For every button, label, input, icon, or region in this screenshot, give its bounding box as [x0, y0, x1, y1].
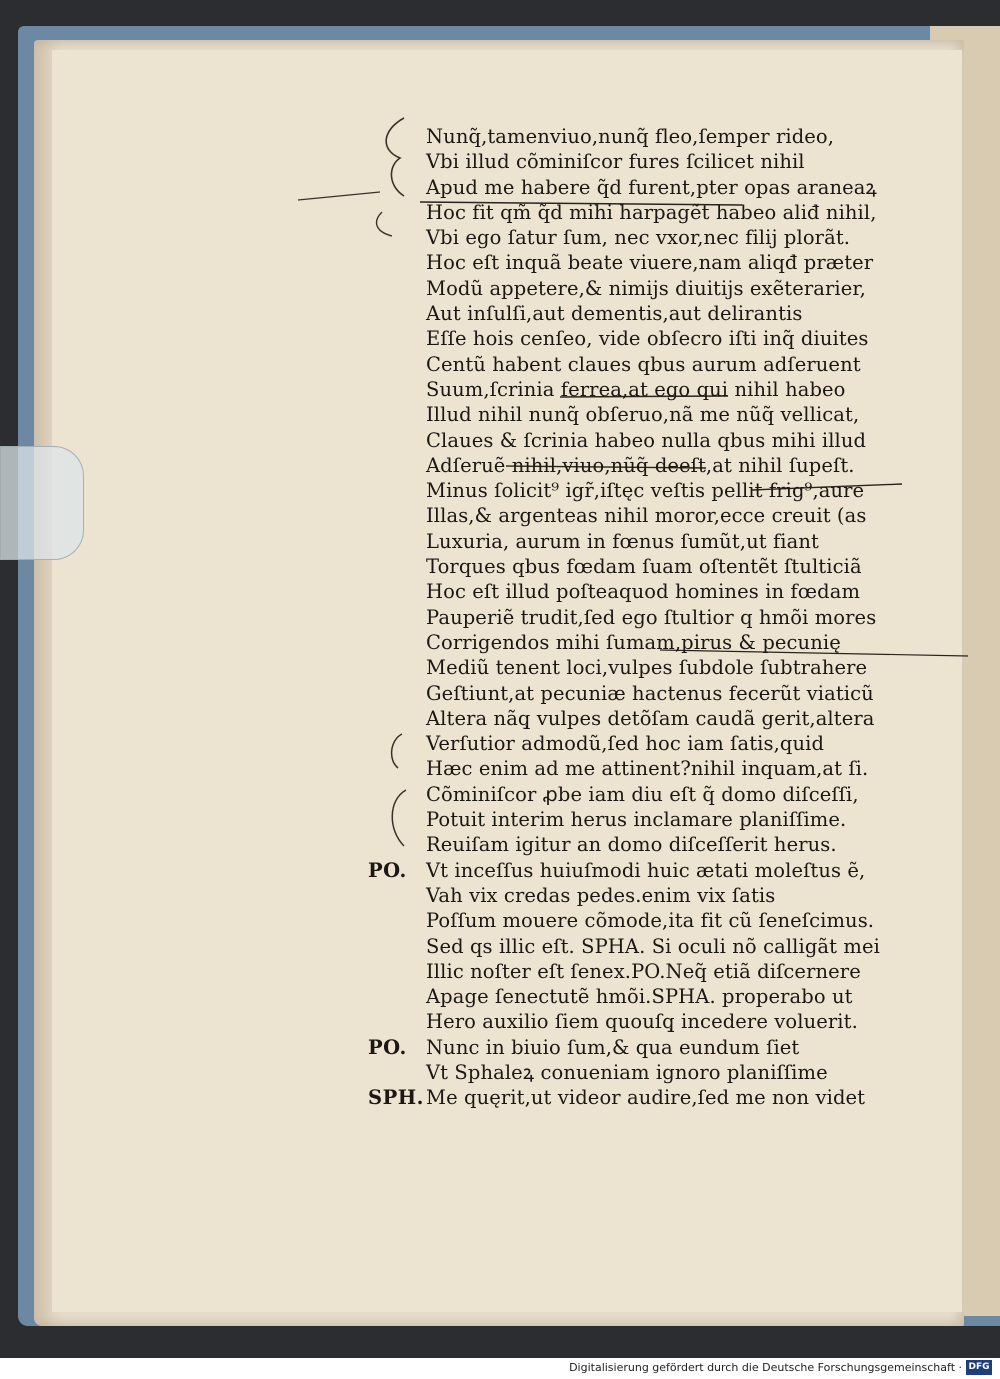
verse-line: Mediũ tenent loci,vulpes ſubdole ſubtrahere: [426, 656, 868, 680]
text-line: [368, 200, 928, 225]
speaker-label: PO.: [368, 858, 407, 882]
text-line: [368, 175, 928, 200]
text-line: [368, 428, 928, 453]
text-line: [368, 959, 928, 984]
text-line: [368, 301, 928, 326]
verse-line: Illud nihil nunq̃ obſeruo,nã me nũq̃ vellicat,: [426, 403, 860, 427]
verse-line: Me quęrit,ut videor audire,ſed me non videt: [426, 1086, 866, 1110]
verse-line: Adſeruẽ nihil,viuo,nũq̃ deeſt,at nihil ſupeſt.: [426, 453, 855, 477]
text-line: [368, 706, 928, 731]
text-line: [368, 605, 928, 630]
footer-credit: Digitalisierung gefördert durch die Deutsche Forschungsgemeinschaft ·: [569, 1361, 962, 1374]
text-line: [368, 402, 928, 427]
verse-line: Apage ſenectutẽ hmõi.SPHA. properabo ut: [426, 985, 853, 1009]
verse-line: Vt Sphaleꝝ conueniam ignoro planiſſime: [426, 1060, 828, 1084]
text-line: [368, 984, 928, 1009]
dfg-logo: DFG: [966, 1360, 992, 1375]
text-line: [368, 326, 928, 351]
verse-line: Suum,ſcrinia ferrea,at ego qui nihil habeo: [426, 377, 846, 401]
text-line: [368, 377, 928, 402]
verse-line: Vbi ego ſatur ſum, nec vxor,nec filij plorãt.: [426, 226, 851, 250]
verse-line: Claues & ſcrinia habeo nulla qbus mihi illud: [426, 428, 867, 452]
text-line: [368, 1009, 928, 1034]
verse-line: Nunq̃,tamenviuo,nunq̃ fleo,ſemper rideo,: [426, 125, 835, 148]
verse-line: Apud me habere q̃d furent,pter opas araneaꝝ: [426, 175, 877, 199]
verse-line: Cõminiſcor ꝓbe iam diu eſt q̃ domo diſceſſi,: [426, 782, 859, 806]
verse-line: Hero auxilio ſiem quouſq̧ incedere voluerit.: [426, 1010, 858, 1034]
text-line: [368, 731, 928, 756]
verse-line: Hæc enim ad me attinent?nihil inquam,at ſi.: [426, 757, 869, 781]
verse-line: Reuiſam igitur an domo diſceſſerit herus.: [426, 833, 837, 857]
text-line: [368, 858, 928, 883]
text-line: [368, 276, 928, 301]
speaker-label: PO.: [368, 1035, 407, 1059]
verse-line: Altera nãq̧ vulpes detõſam caudã gerit,altera: [426, 706, 875, 730]
verse-line: Hoc eſt inquã beate viuere,nam aliqđ præter: [426, 251, 874, 275]
footer-bar: [0, 1358, 1000, 1379]
verse-line: Vt inceſſus huiuſmodi huic ætati moleſtus ẽ,: [426, 858, 866, 882]
verse-line: Vbi illud cõminiſcor fures ſcilicet nihil: [426, 150, 805, 174]
verse-line: Centũ habent claues qbus aurum adſeruent: [426, 352, 861, 376]
text-line: [368, 883, 928, 908]
text-line: [368, 807, 928, 832]
text-line: [368, 1085, 928, 1110]
text-line: [368, 124, 928, 149]
verse-line: Aut inſulſi,aut dementis,aut delirantis: [426, 302, 803, 326]
text-line: [368, 453, 928, 478]
verse-line: Illic noſter eſt ſenex.PO.Neq̃ etiã diſcernere: [426, 959, 861, 983]
text-line: [368, 782, 928, 807]
text-line: [368, 832, 928, 857]
verse-line: Minus ſolicit⁹ igr̃,iſtęc veſtis pellit frig⁹,aure: [426, 479, 865, 503]
text-line: [368, 352, 928, 377]
text-line: [368, 579, 928, 604]
text-line: [368, 630, 928, 655]
text-line: [368, 478, 928, 503]
verse-line: Sed qs illic eſt. SPHA. Si oculi nõ calligãt mei: [426, 934, 880, 958]
speaker-label: SPH.: [368, 1086, 424, 1110]
text-line: [368, 503, 928, 528]
verse-line: Pauperiẽ trudit,ſed ego ſtultior q hmõi mores: [426, 605, 877, 629]
verse-line: Luxuria, aurum in fœnus ſumũt,ut fiant: [426, 529, 819, 553]
verse-line: Hoc fit qm̃ q̃d mihi harpagẽt habeo aliđ nihil,: [426, 200, 877, 224]
text-line: [368, 529, 928, 554]
verse-line: Eſſe hois cenſeo, vide obſecro iſti inq̃ diuites: [426, 327, 869, 351]
verse-line: Nunc in biuio ſum,& qua eundum ſiet: [426, 1035, 800, 1059]
verse-line: Modũ appetere,& nimijs diuitijs exẽterarier,: [426, 276, 866, 300]
verse-line: Potuit interim herus inclamare planiſſime.: [426, 808, 847, 832]
verse-line: Geſtiunt,at pecuniæ hactenus fecerũt viaticũ: [426, 681, 874, 705]
verse-line: Illas,& argenteas nihil moror,ecce creuit (as: [426, 504, 867, 528]
verse-line: Vah vix credas pedes.enim vix ſatis: [426, 883, 776, 907]
text-line: [368, 225, 928, 250]
text-line: [368, 681, 928, 706]
text-line: [368, 908, 928, 933]
verse-line: Poſſum mouere cõmode,ita fit cũ ſeneſcimus.: [426, 909, 875, 933]
text-line: [368, 756, 928, 781]
verse-line: Verſutior admodũ,ſed hoc iam ſatis,quid: [426, 732, 825, 756]
text-line: [368, 1035, 928, 1060]
text-line: [368, 149, 928, 174]
verse-line: Torques qbus fœdam ſuam oſtentẽt ſtulticiã: [426, 555, 862, 579]
verse-text: [368, 124, 928, 1111]
verse-line: Corrigendos mihi ſumam,pirus & pecunię: [426, 630, 841, 654]
text-line: [368, 1060, 928, 1085]
text-line: [368, 554, 928, 579]
text-line: [368, 250, 928, 275]
text-line: [368, 655, 928, 680]
text-line: [368, 934, 928, 959]
verse-line: Hoc eſt illud poſteaquod homines in fœdam: [426, 580, 861, 604]
